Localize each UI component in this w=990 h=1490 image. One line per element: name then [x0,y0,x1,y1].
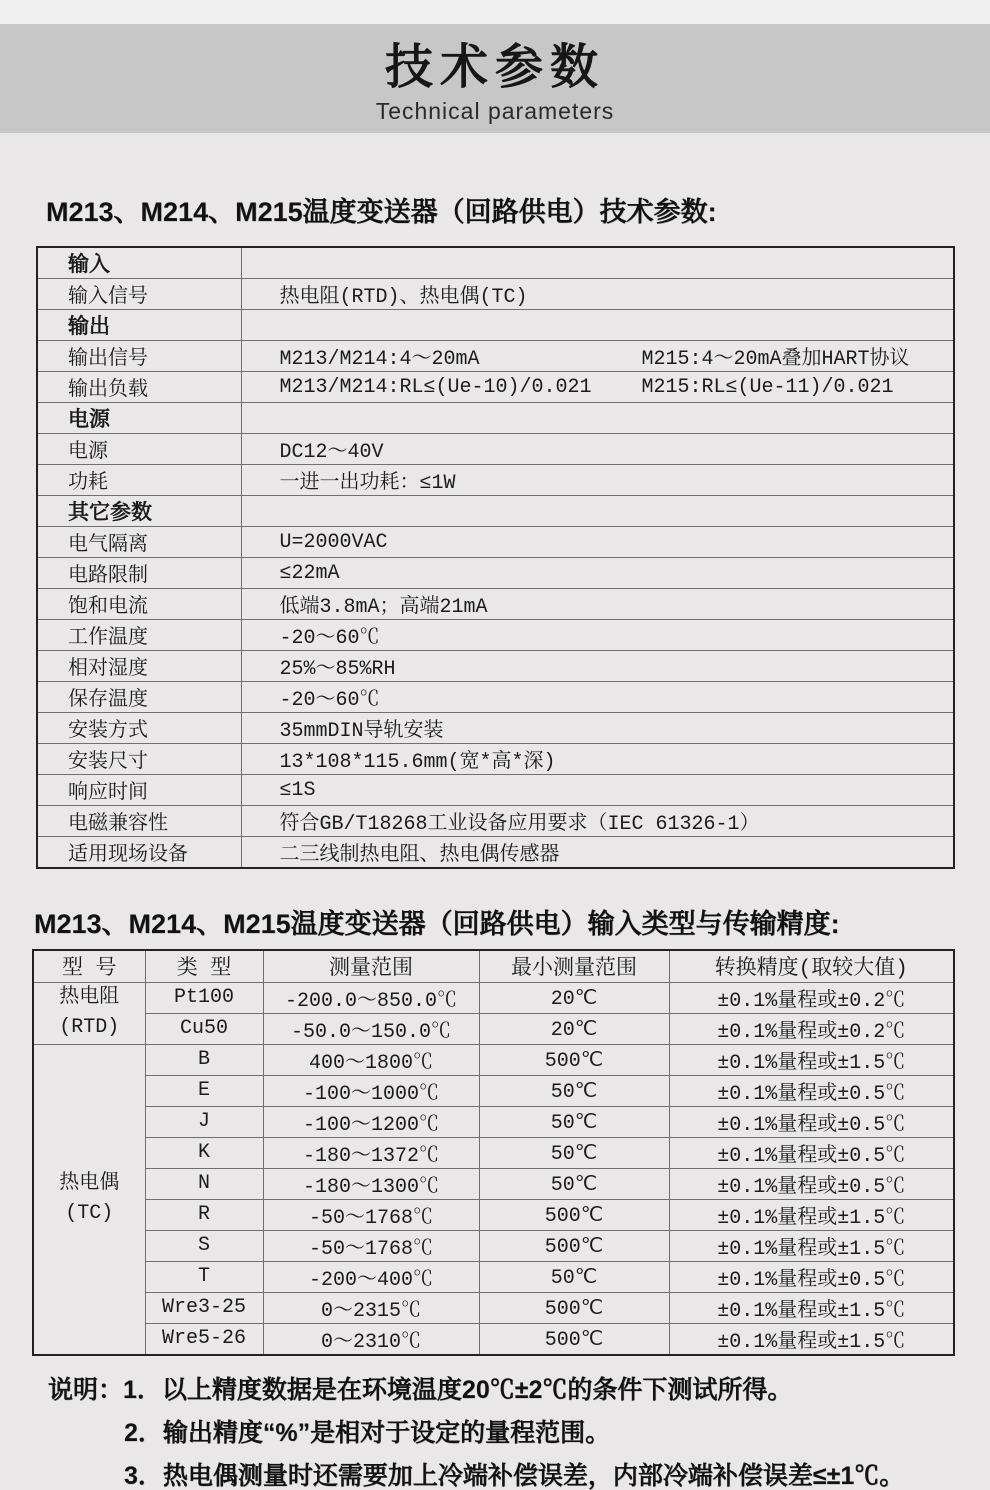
range-cell: -200.0～850.0℃ [263,982,479,1013]
sensor-type-cell: J [145,1106,263,1137]
range-cell: -100～1200℃ [263,1106,479,1137]
section1-heading: M213、M214、M215温度变送器（回路供电）技术参数: [46,197,717,227]
sensor-type-cell: Wre5-26 [145,1323,263,1355]
accuracy-cell: ±0.1%量程或±0.2℃ [669,982,954,1013]
param-label: 输出信号 [37,341,241,372]
section2-heading: M213、M214、M215温度变送器（回路供电）输入类型与传输精度: [34,909,840,939]
accuracy-cell: ±0.1%量程或±0.5℃ [669,1075,954,1106]
param-section-label: 输出 [37,310,241,341]
table-row [37,651,954,682]
page-title: 技术参数 [384,41,605,94]
param-label: 电磁兼容性 [37,806,241,837]
param-value: ≤1S [241,775,954,806]
table-row [33,1323,954,1355]
table-row [37,496,954,527]
param-value: ≤22mA [241,558,954,589]
param-label: 安装尺寸 [37,744,241,775]
param-value: 35mmDIN导轨安装 [241,713,954,744]
param-label: 电源 [37,434,241,465]
sensor-type-cell: Wre3-25 [145,1292,263,1323]
param-label: 功耗 [37,465,241,496]
param-label: 电路限制 [37,558,241,589]
accuracy-cell: ±0.1%量程或±1.5℃ [669,1323,954,1355]
note-line-1 [48,1377,990,1404]
param-label: 安装方式 [37,713,241,744]
range-cell: 0～2310℃ [263,1323,479,1355]
range-cell: -200～400℃ [263,1261,479,1292]
param-section-label: 其它参数 [37,496,241,527]
sensor-type-cell: N [145,1168,263,1199]
accuracy-cell: ±0.1%量程或±1.5℃ [669,1230,954,1261]
note-text: 1．以上精度数据是在环境温度20℃±2℃的条件下测试所得。 [123,1375,793,1404]
note-text: 2．输出精度“%”是相对于设定的量程范围。 [124,1418,611,1447]
table-row [33,1044,954,1075]
param-label: 输入信号 [37,279,241,310]
table-row [37,744,954,775]
table-row [37,806,954,837]
sensor-type-cell: Pt100 [145,982,263,1013]
range-cell: 400～1800℃ [263,1044,479,1075]
sensor-type-cell: T [145,1261,263,1292]
param-label: 相对湿度 [37,651,241,682]
range-cell: -100～1000℃ [263,1075,479,1106]
table-row [33,1292,954,1323]
param-label: 电气隔离 [37,527,241,558]
sensor-type-cell: B [145,1044,263,1075]
param-label: 饱和电流 [37,589,241,620]
param-value: 25%～85%RH [241,651,954,682]
min-range-cell: 20℃ [479,982,669,1013]
param-value-left: M213/M214:4～20mA [279,348,480,371]
param-value [241,403,954,434]
table-row [37,434,954,465]
notes-label: 说明： [48,1375,124,1404]
table-row [37,247,954,279]
min-range-cell: 500℃ [479,1230,669,1261]
min-range-cell: 50℃ [479,1168,669,1199]
table-row [37,527,954,558]
table-row [37,341,954,372]
min-range-cell: 500℃ [479,1044,669,1075]
table-row [33,1168,954,1199]
param-value: 符合GB/T18268工业设备应用要求（IEC 61326-1） [241,806,954,837]
tech-params-table [36,246,955,869]
param-value [241,372,954,403]
param-value: 一进一出功耗：≤1W [241,465,954,496]
table-row [33,1199,954,1230]
accuracy-cell: ±0.1%量程或±0.5℃ [669,1261,954,1292]
table-row [33,1137,954,1168]
param-value: 13*108*115.6mm(宽*高*深) [241,744,954,775]
table-row [37,589,954,620]
model-group-rtd: 热电阻 (RTD) [33,982,145,1044]
table-row [37,682,954,713]
accuracy-cell: ±0.1%量程或±1.5℃ [669,1044,954,1075]
param-label: 适用现场设备 [37,837,241,869]
range-cell: -50～1768℃ [263,1199,479,1230]
col-header-range: 测量范围 [263,950,479,982]
note-line-2 [48,1420,990,1447]
col-header-min-range: 最小测量范围 [479,950,669,982]
table-row [37,620,954,651]
sensor-type-cell: S [145,1230,263,1261]
param-value: 热电阻(RTD)、热电偶(TC) [241,279,954,310]
param-value [241,310,954,341]
param-label: 输出负载 [37,372,241,403]
accuracy-table [32,949,955,1356]
param-value: -20～60℃ [241,620,954,651]
min-range-cell: 50℃ [479,1075,669,1106]
param-value-right: M215:4～20mA叠加HART协议 [641,348,910,371]
table-row [37,713,954,744]
param-value [241,247,954,279]
param-value-right: M215:RL≤(Ue-11)/0.021 [641,375,894,399]
table-row [37,775,954,806]
param-value: DC12～40V [241,434,954,465]
table-row [33,1106,954,1137]
sensor-type-cell: Cu50 [145,1013,263,1044]
param-label: 保存温度 [37,682,241,713]
col-header-type: 类 型 [145,950,263,982]
param-value: 二三线制热电阻、热电偶传感器 [241,837,954,869]
param-value [241,341,954,372]
table-row [37,837,954,869]
accuracy-cell: ±0.1%量程或±1.5℃ [669,1199,954,1230]
range-cell: -180～1300℃ [263,1168,479,1199]
param-section-label: 电源 [37,403,241,434]
param-label: 工作温度 [37,620,241,651]
accuracy-cell: ±0.1%量程或±0.5℃ [669,1168,954,1199]
param-value-left: M213/M214:RL≤(Ue-10)/0.021 [279,375,592,399]
min-range-cell: 500℃ [479,1199,669,1230]
min-range-cell: 50℃ [479,1261,669,1292]
table-header-row [33,950,954,982]
range-cell: -50.0～150.0℃ [263,1013,479,1044]
table-row [37,403,954,434]
param-value: 低端3.8mA；高端21mA [241,589,954,620]
notes [48,1377,990,1490]
table-row [37,465,954,496]
param-section-label: 输入 [37,247,241,279]
page-subtitle: Technical parameters [375,98,615,124]
table-row [33,982,954,1013]
sensor-type-cell: E [145,1075,263,1106]
table-row [37,372,954,403]
table-row [33,1261,954,1292]
table-row [33,1230,954,1261]
accuracy-cell: ±0.1%量程或±0.5℃ [669,1106,954,1137]
sensor-type-cell: R [145,1199,263,1230]
min-range-cell: 50℃ [479,1137,669,1168]
table-row [37,279,954,310]
param-value: U=2000VAC [241,527,954,558]
note-line-3 [48,1463,990,1490]
top-strip [0,0,990,24]
accuracy-cell: ±0.1%量程或±0.5℃ [669,1137,954,1168]
min-range-cell: 20℃ [479,1013,669,1044]
param-value [241,496,954,527]
sensor-type-cell: K [145,1137,263,1168]
table-row [37,558,954,589]
range-cell: 0～2315℃ [263,1292,479,1323]
range-cell: -180～1372℃ [263,1137,479,1168]
table-row [33,1013,954,1044]
col-header-accuracy: 转换精度(取较大值) [669,950,954,982]
range-cell: -50～1768℃ [263,1230,479,1261]
accuracy-cell: ±0.1%量程或±1.5℃ [669,1292,954,1323]
table-row [33,1075,954,1106]
param-value: -20～60℃ [241,682,954,713]
min-range-cell: 500℃ [479,1292,669,1323]
title-band [0,24,990,133]
param-label: 响应时间 [37,775,241,806]
min-range-cell: 50℃ [479,1106,669,1137]
note-text: 3．热电偶测量时还需要加上冷端补偿误差，内部冷端补偿误差≤±1℃。 [124,1461,905,1490]
table-row [37,310,954,341]
col-header-model: 型 号 [33,950,145,982]
model-group-tc: 热电偶 (TC) [33,1044,145,1355]
accuracy-cell: ±0.1%量程或±0.2℃ [669,1013,954,1044]
min-range-cell: 500℃ [479,1323,669,1355]
